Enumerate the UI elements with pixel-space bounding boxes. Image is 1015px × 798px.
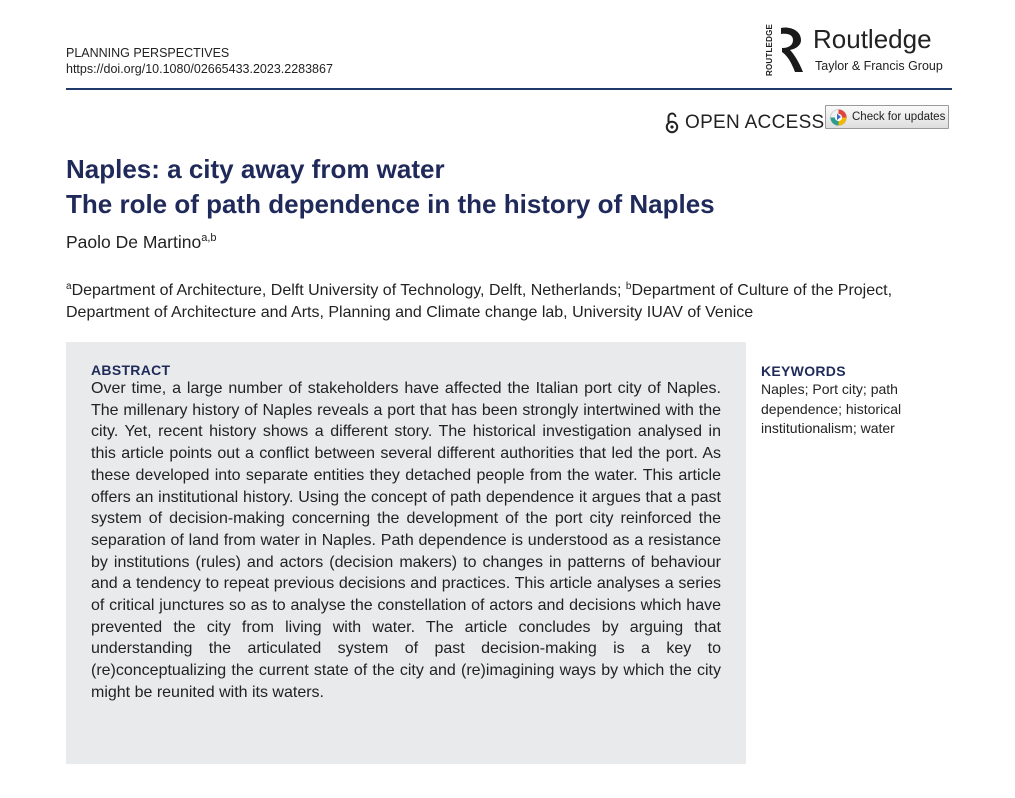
affiliation-b: Department of Culture of the Project, Department of Architecture and Arts, Planning and Climate change lab, University IUAV of Venice xyxy=(66,282,893,321)
check-for-updates-button[interactable] xyxy=(825,105,949,129)
keywords-text: Naples; Port city; path dependence; historical institutionalism; water xyxy=(761,381,902,436)
article-title xyxy=(66,152,946,222)
affiliation-b-marker: b xyxy=(625,281,632,292)
routledge-mark-icon xyxy=(779,24,805,76)
routledge-logo[interactable] xyxy=(765,22,965,78)
author-name[interactable]: Paolo De Martino xyxy=(66,232,202,252)
journal-header xyxy=(66,45,333,77)
abstract-text: Over time, a large number of stakeholders have affected the Italian port city of Naples. The millenary history of Naples reveals a port that has been strongly intertwined with the city. Yet, recent history shows a different story. The historical investigation analysed in this article points out a conflict between several different authorities that led the port. As these developed into separate entities they detached people from the water. This article offers an institutional history. Using the concept of path dependence it argues that a past system of decision-making concerning the development of the port city reinforced the separation of land from water in Naples. Path dependence is understood as a resistance by institutions (rules) and actors (decision makers) to changes in patterns of behaviour and a tendency to repeat previous decisions and practices. This article analyses a series of critical junctures so as to analyse the constellation of actors and decisions which have prevented the city from living with water. The article concludes by arguing that understanding the articulated system of past decision-making is a key to (re)conceptualizing the current state of the city and (re)imagining ways by which the city might be reunited with its waters. xyxy=(91,380,721,701)
author xyxy=(66,232,217,253)
affiliation-a-marker: a xyxy=(66,281,72,292)
title-line-1: Naples: a city away from water xyxy=(66,154,445,184)
doi-link[interactable]: https://doi.org/10.1080/02665433.2023.2283867 xyxy=(66,62,333,76)
author-affiliation-marker: a,b xyxy=(201,232,217,244)
header-rule xyxy=(66,88,952,90)
affiliations xyxy=(66,276,956,324)
keywords-panel xyxy=(761,362,951,439)
title-line-2: The role of path dependence in the history of Naples xyxy=(66,189,715,219)
abstract-heading: ABSTRACT xyxy=(91,362,171,378)
open-access-lock-icon xyxy=(665,112,679,134)
keywords-heading: KEYWORDS xyxy=(761,363,846,379)
publisher-name: Routledge xyxy=(813,24,932,54)
open-access-label: OPEN ACCESS xyxy=(685,112,825,133)
publisher-group: Taylor & Francis Group xyxy=(815,59,943,73)
check-for-updates-icon xyxy=(830,109,847,126)
affiliation-a: Department of Architecture, Delft University of Technology, Delft, Netherlands; xyxy=(71,282,626,299)
check-for-updates-label: Check for updates xyxy=(852,111,946,123)
logo-vertical-text: ROUTLEDGE xyxy=(765,23,774,76)
open-access-badge xyxy=(665,110,825,136)
abstract-box xyxy=(66,342,746,764)
journal-name: PLANNING PERSPECTIVES xyxy=(66,46,230,60)
